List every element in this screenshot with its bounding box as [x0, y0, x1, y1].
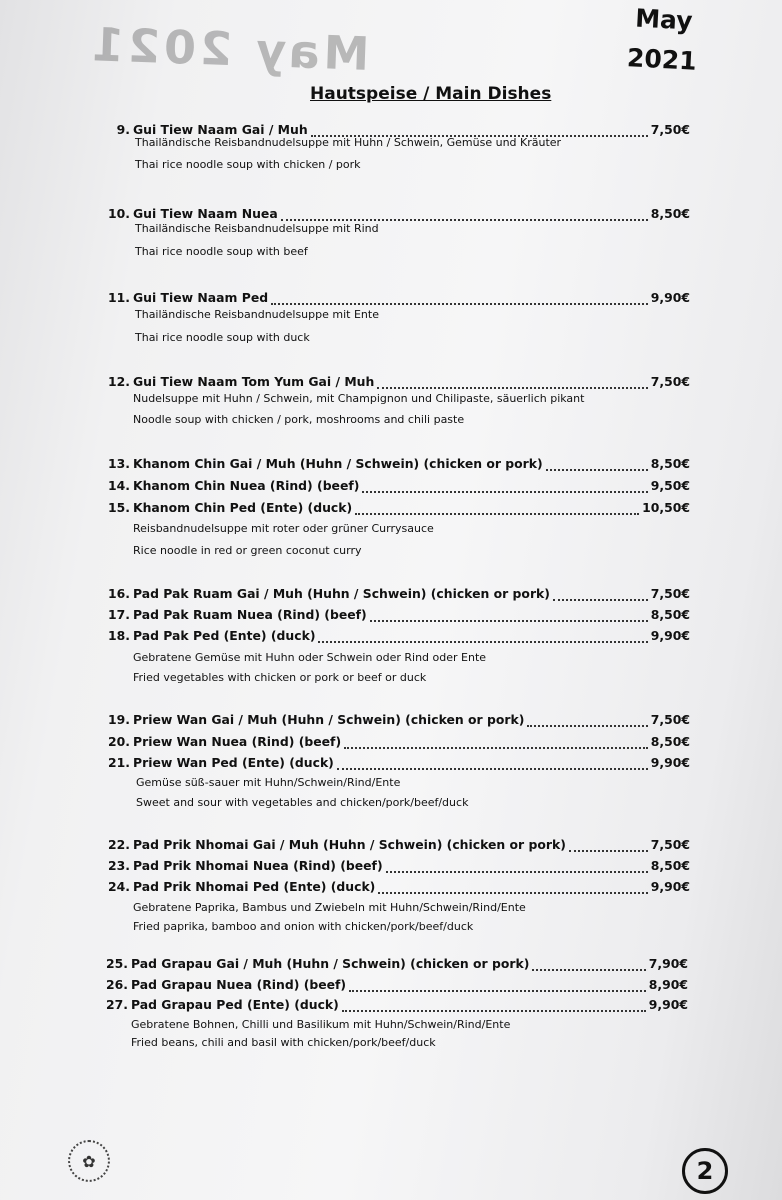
- item-number: 16.: [108, 586, 130, 601]
- item-number: 21.: [108, 755, 130, 770]
- item-description-en: Fried paprika, bamboo and onion with chicken/pork/beef/duck: [133, 920, 474, 933]
- dot-leader: [271, 303, 648, 305]
- item-name: Pad Grapau Gai / Muh (Huhn / Schwein) (chicken or pork): [131, 956, 530, 971]
- item-price: 8,90€: [648, 977, 688, 992]
- item-price: 9,90€: [650, 290, 690, 305]
- item-description-en: Rice noodle in red or green coconut curry: [133, 544, 362, 557]
- dot-leader: [546, 469, 648, 471]
- menu-item: [106, 879, 690, 899]
- item-number: 27.: [106, 997, 128, 1012]
- item-description-de: Gemüse süß-sauer mit Huhn/Schwein/Rind/Ente: [136, 776, 401, 789]
- item-description-de: Gebratene Gemüse mit Huhn oder Schwein oder Rind oder Ente: [133, 651, 487, 664]
- dot-leader: [349, 990, 646, 992]
- item-name: Pad Pak Ruam Nuea (Rind) (beef): [133, 607, 367, 622]
- item-description-de: Gebratene Bohnen, Chilli und Basilikum mit Huhn/Schwein/Rind/Ente: [131, 1018, 511, 1031]
- item-name: Gui Tiew Naam Tom Yum Gai / Muh: [133, 374, 375, 389]
- flower-stamp-icon: ✿: [68, 1140, 110, 1182]
- dot-leader: [553, 599, 648, 601]
- menu-item: [104, 997, 688, 1017]
- item-description-en: Fried beans, chili and basil with chicken/pork/beef/duck: [131, 1036, 436, 1049]
- dot-leader: [344, 747, 648, 749]
- item-name: Pad Grapau Ped (Ente) (duck): [131, 997, 339, 1012]
- dot-leader: [362, 491, 647, 493]
- item-description-en: Fried vegetables with chicken or pork or beef or duck: [133, 671, 427, 684]
- item-name: Gui Tiew Naam Ped: [133, 290, 269, 305]
- dot-leader: [337, 768, 648, 770]
- item-number: 20.: [108, 734, 130, 749]
- item-description-de: Thailändische Reisbandnudelsuppe mit Rind: [135, 222, 379, 235]
- item-description-en: Sweet and sour with vegetables and chicken/pork/beef/duck: [136, 796, 469, 809]
- item-name: Pad Pak Ruam Gai / Muh (Huhn / Schwein) (chicken or pork): [133, 586, 550, 601]
- handwritten-month: May: [634, 3, 694, 36]
- bleed-through-text: May 2021: [87, 17, 371, 81]
- item-name: Khanom Chin Gai / Muh (Huhn / Schwein) (chicken or pork): [133, 456, 543, 471]
- item-number: 23.: [108, 858, 130, 873]
- menu-item: [104, 977, 688, 997]
- item-price: 9,90€: [650, 879, 690, 894]
- section-heading: Hautspeise / Main Dishes: [310, 84, 552, 104]
- item-price: 10,50€: [642, 500, 690, 515]
- menu-item: [106, 586, 690, 606]
- item-number: 15.: [108, 500, 130, 515]
- menu-item: [106, 607, 690, 627]
- menu-item: [106, 478, 690, 498]
- item-price: 7,50€: [650, 374, 690, 389]
- menu-item: [106, 456, 690, 476]
- dot-leader: [527, 725, 647, 727]
- item-price: 9,90€: [650, 755, 690, 770]
- menu-item: [106, 290, 690, 310]
- item-description-de: Gebratene Paprika, Bambus und Zwiebeln mit Huhn/Schwein/Rind/Ente: [133, 901, 526, 914]
- item-price: 7,50€: [650, 586, 690, 601]
- item-description-en: Noodle soup with chicken / pork, moshrooms and chili paste: [133, 413, 465, 426]
- item-price: 9,90€: [648, 997, 688, 1012]
- item-description-en: Thai rice noodle soup with duck: [135, 331, 310, 344]
- menu-item: [106, 755, 690, 775]
- item-name: Gui Tiew Naam Gai / Muh: [133, 122, 308, 137]
- menu-item: [106, 837, 690, 857]
- item-description-de: Thailändische Reisbandnudelsuppe mit Huhn / Schwein, Gemüse und Kräuter: [135, 136, 562, 149]
- dot-leader: [569, 850, 648, 852]
- item-name: Priew Wan Gai / Muh (Huhn / Schwein) (chicken or pork): [133, 712, 525, 727]
- item-price: 8,50€: [650, 456, 690, 471]
- menu-item: [106, 500, 690, 520]
- item-number: 14.: [108, 478, 130, 493]
- dot-leader: [281, 219, 648, 221]
- item-number: 18.: [108, 628, 130, 643]
- item-name: Pad Pak Ped (Ente) (duck): [133, 628, 316, 643]
- item-description-en: Thai rice noodle soup with chicken / pork: [135, 158, 361, 171]
- item-price: 8,50€: [650, 858, 690, 873]
- item-number: 9.: [116, 122, 130, 137]
- dot-leader: [342, 1010, 646, 1012]
- menu-item: [106, 712, 690, 732]
- dot-leader: [377, 387, 648, 389]
- item-number: 17.: [108, 607, 130, 622]
- dot-leader: [318, 641, 647, 643]
- item-price: 8,50€: [650, 734, 690, 749]
- item-description-de: Reisbandnudelsuppe mit roter oder grüner Currysauce: [133, 522, 434, 535]
- item-number: 13.: [108, 456, 130, 471]
- item-name: Priew Wan Nuea (Rind) (beef): [133, 734, 342, 749]
- menu-item: [106, 374, 690, 394]
- item-number: 26.: [106, 977, 128, 992]
- handwritten-year: 2021: [626, 43, 698, 76]
- menu-item: [106, 858, 690, 878]
- item-number: 10.: [108, 206, 130, 221]
- item-number: 24.: [108, 879, 130, 894]
- dot-leader: [386, 871, 648, 873]
- item-price: 8,50€: [650, 607, 690, 622]
- item-price: 8,50€: [650, 206, 690, 221]
- item-number: 12.: [108, 374, 130, 389]
- item-description-de: Thailändische Reisbandnudelsuppe mit Ente: [135, 308, 379, 321]
- dot-leader: [378, 892, 647, 894]
- item-number: 11.: [108, 290, 130, 305]
- item-description-de: Nudelsuppe mit Huhn / Schwein, mit Champignon und Chilipaste, säuerlich pikant: [133, 392, 585, 405]
- item-number: 22.: [108, 837, 130, 852]
- item-price: 7,90€: [648, 956, 688, 971]
- item-name: Pad Prik Nhomai Nuea (Rind) (beef): [133, 858, 383, 873]
- page-number: 2: [682, 1148, 728, 1194]
- menu-item: [106, 734, 690, 754]
- item-name: Gui Tiew Naam Nuea: [133, 206, 278, 221]
- dot-leader: [355, 513, 639, 515]
- item-number: 19.: [108, 712, 130, 727]
- item-number: 25.: [106, 956, 128, 971]
- item-name: Pad Prik Nhomai Ped (Ente) (duck): [133, 879, 376, 894]
- item-name: Khanom Chin Ped (Ente) (duck): [133, 500, 353, 515]
- menu-item: [104, 956, 688, 976]
- menu-item: [106, 628, 690, 648]
- item-price: 7,50€: [650, 837, 690, 852]
- item-description-en: Thai rice noodle soup with beef: [135, 245, 308, 258]
- dot-leader: [370, 620, 648, 622]
- item-name: Khanom Chin Nuea (Rind) (beef): [133, 478, 360, 493]
- item-name: Pad Grapau Nuea (Rind) (beef): [131, 977, 347, 992]
- item-price: 9,90€: [650, 628, 690, 643]
- item-price: 9,50€: [650, 478, 690, 493]
- item-name: Priew Wan Ped (Ente) (duck): [133, 755, 334, 770]
- item-price: 7,50€: [650, 122, 690, 137]
- item-price: 7,50€: [650, 712, 690, 727]
- item-name: Pad Prik Nhomai Gai / Muh (Huhn / Schwein) (chicken or pork): [133, 837, 566, 852]
- dot-leader: [532, 969, 645, 971]
